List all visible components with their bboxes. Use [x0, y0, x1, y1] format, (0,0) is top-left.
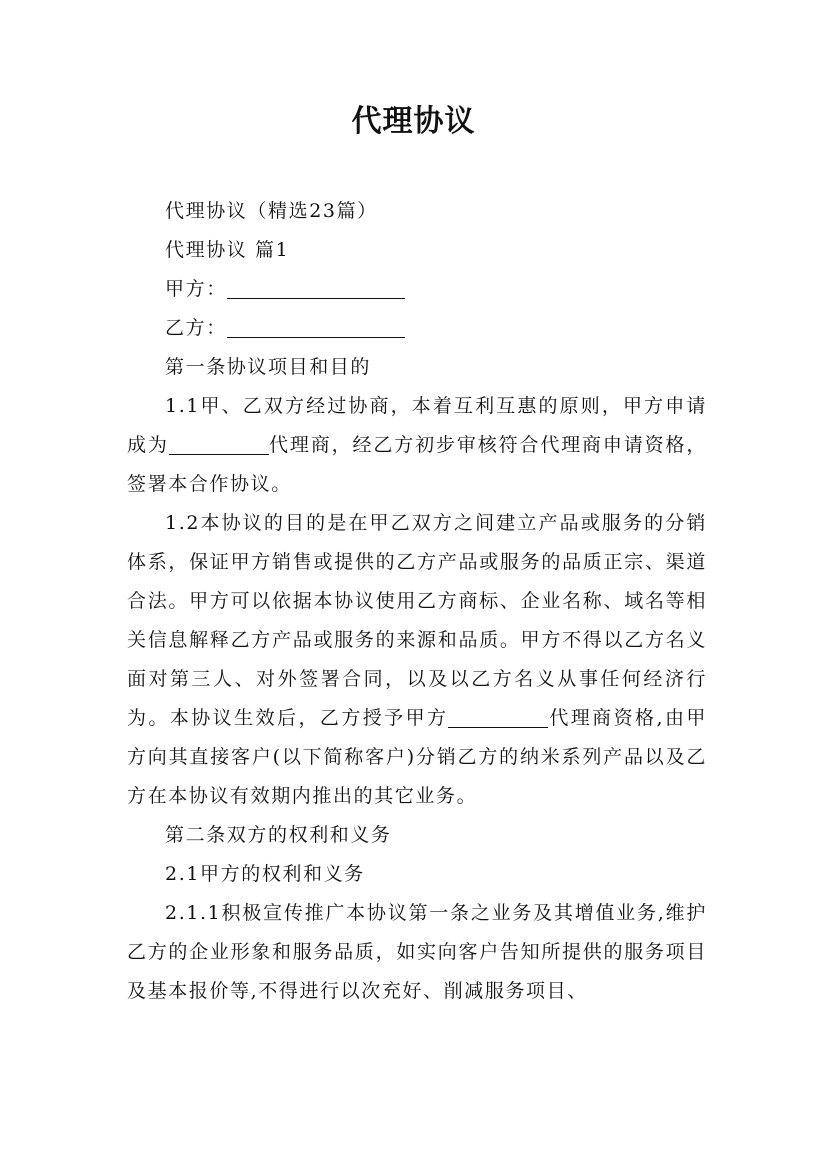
party-a-blank	[227, 276, 405, 299]
party-b-blank	[227, 315, 405, 338]
party-a-label: 甲方：	[165, 278, 227, 300]
document-body	[127, 192, 707, 1011]
clause-1-2-text-b: 代理商资格,由甲方向其直接客户(以下简称客户)分销乙方的纳米系列产品以及乙方在本协议有效期内推出的其它业务。	[127, 707, 707, 807]
clause-1-2	[127, 504, 707, 816]
clause-1-1-text-a: 1.1甲、乙双方经过协商，本着互利互惠的原则，甲方申请成为	[127, 395, 707, 456]
clause-1-2-blank	[448, 705, 548, 728]
paragraph-chapter-heading: 代理协议 篇1	[165, 239, 290, 261]
clause-1-1	[127, 387, 707, 504]
party-b-line	[127, 309, 707, 348]
clause-2-1-1: 2.1.1积极宣传推广本协议第一条之业务及其增值业务,维护乙方的企业形象和服务品质，如实向客户告知所提供的服务项目及基本报价等,不得进行以次充好、削减服务项目、	[127, 902, 707, 1002]
party-a-line	[127, 270, 707, 309]
document-title: 代理协议	[351, 104, 476, 139]
clause-2-1-heading: 2.1甲方的权利和义务	[165, 863, 365, 885]
article-2-heading: 第二条双方的权利和义务	[165, 824, 392, 846]
clause-1-1-blank	[169, 432, 269, 455]
party-b-label: 乙方：	[165, 317, 227, 339]
paragraph-collection-title: 代理协议（精选23篇）	[165, 200, 378, 222]
article-1-heading: 第一条协议项目和目的	[165, 356, 372, 378]
clause-1-1-text-b: 代理商，经乙方初步审核符合代理商申请资格，签署本合作协议。	[127, 434, 708, 495]
clause-1-2-text-a: 1.2本协议的目的是在甲乙双方之间建立产品或服务的分销体系，保证甲方销售或提供的乙方产品或服务的品质正宗、渠道合法。甲方可以依据本协议使用乙方商标、企业名称、域名等相关信息解释乙方产品或服务的来源和品质。甲方不得以乙方名义面对第三人、对外签署合同，以及以乙方名义从事任何经济行为。本协议生效后，乙方授予甲方	[127, 512, 707, 729]
